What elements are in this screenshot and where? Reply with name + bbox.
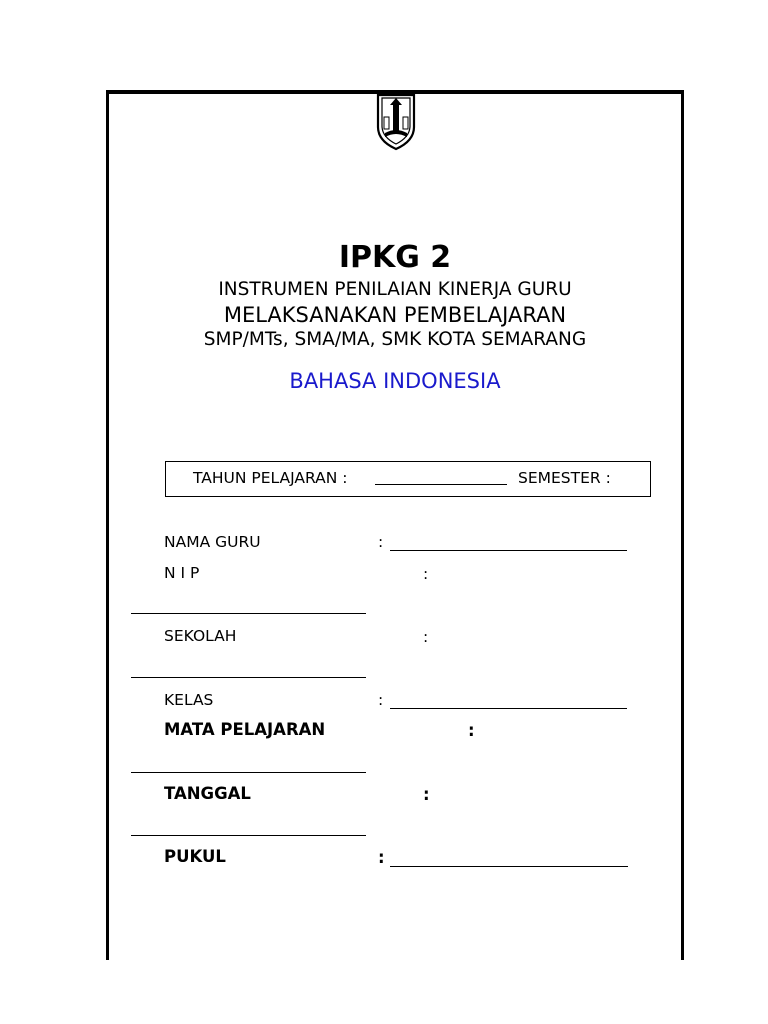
document-title: IPKG 2 [338, 240, 452, 275]
semester-label: SEMESTER : [518, 469, 611, 487]
document-subtitle-schools: SMP/MTs, SMA/MA, SMK KOTA SEMARANG [203, 329, 587, 350]
class-blank[interactable] [390, 691, 627, 709]
teacher-name-colon: : [378, 533, 384, 551]
time-blank[interactable] [390, 849, 628, 867]
class-colon: : [378, 691, 384, 709]
school-blank[interactable] [131, 660, 366, 678]
time-colon: : [378, 848, 385, 867]
nip-label: N I P [164, 564, 200, 582]
year-semester-box [165, 461, 651, 497]
provincial-emblem-icon [374, 93, 418, 151]
teacher-name-blank[interactable] [390, 533, 627, 551]
date-blank[interactable] [131, 818, 366, 836]
school-year-blank[interactable] [375, 484, 507, 485]
document-subtitle-instrument: INSTRUMEN PENILAIAN KINERJA GURU [218, 279, 572, 300]
subject-blank[interactable] [131, 755, 366, 773]
school-year-label: TAHUN PELAJARAN : [193, 469, 348, 487]
nip-colon: : [423, 565, 429, 583]
teacher-name-label: NAMA GURU [164, 533, 261, 551]
document-subtitle-activity: MELAKSANAKAN PEMBELAJARAN [223, 303, 567, 327]
school-label: SEKOLAH [164, 627, 237, 645]
school-colon: : [423, 628, 429, 646]
subject-label: MATA PELAJARAN [164, 720, 326, 739]
subject-title: BAHASA INDONESIA [289, 369, 501, 393]
date-colon: : [423, 785, 430, 804]
date-label: TANGGAL [164, 784, 251, 803]
time-label: PUKUL [164, 847, 226, 866]
subject-colon: : [468, 721, 475, 740]
class-label: KELAS [164, 691, 214, 709]
nip-blank[interactable] [131, 596, 366, 614]
